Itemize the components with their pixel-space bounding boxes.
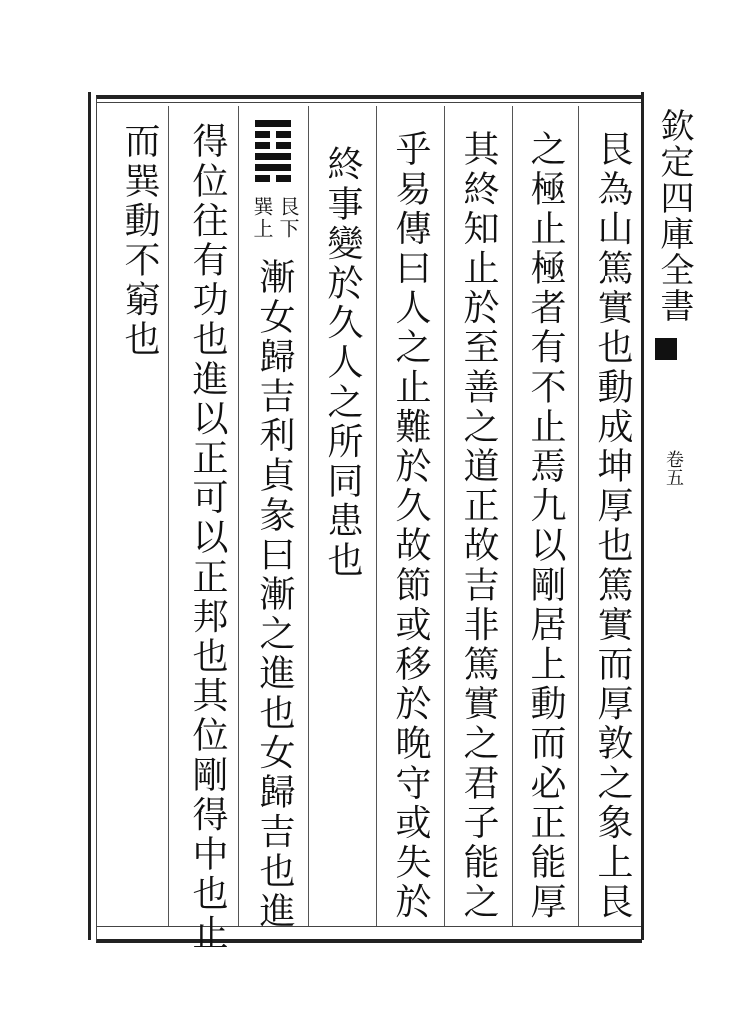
text-column-7: 得位往有功也進以正可以正邦也其位剛得中也止 xyxy=(187,122,228,954)
hexagram-solid-line xyxy=(255,164,291,171)
text-column-8: 而巽動不窮也 xyxy=(119,122,160,360)
hexagram-solid-line xyxy=(255,153,291,160)
column-rule xyxy=(444,106,445,926)
frame-inner-bottom-rule xyxy=(96,926,641,927)
fish-tail-mark-icon xyxy=(655,338,677,360)
column-rule xyxy=(308,106,309,926)
frame-outer-left-border xyxy=(88,92,91,940)
column-rule xyxy=(238,106,239,926)
hexagram-broken-line xyxy=(276,175,291,182)
column-rule xyxy=(168,106,169,926)
text-column-1: 艮為山篤實也動成坤厚也篤實而厚敦之象上艮 xyxy=(592,130,633,922)
hexagram-broken-line xyxy=(276,131,291,138)
column-rule xyxy=(512,106,513,926)
hexagram-solid-line xyxy=(255,120,291,127)
text-column-5: 終事變於久人之所同患也 xyxy=(322,145,363,581)
hexagram-broken-line xyxy=(255,142,270,149)
column-rule xyxy=(578,106,579,926)
margin-book-title: 欽定四庫全書 xyxy=(654,108,694,324)
jian-hexagram-icon xyxy=(255,120,291,184)
text-column-3: 其終知止於至善之道正故吉非篤實之君子能之 xyxy=(458,130,499,922)
hexagram-broken-line xyxy=(255,175,270,182)
column-rule xyxy=(376,106,377,926)
text-column-6: 漸女歸吉利貞彖曰漸之進也女歸吉也進 xyxy=(254,258,295,932)
hexagram-broken-line xyxy=(255,131,270,138)
margin-volume-label: 卷五 xyxy=(663,450,684,486)
trigram-annotation-upper: 艮下 xyxy=(276,196,300,240)
text-column-2: 之極止極者有不止焉九以剛居上動而必正能厚 xyxy=(525,130,566,922)
hexagram-broken-line xyxy=(276,142,291,149)
trigram-annotation-lower: 巽上 xyxy=(250,196,274,240)
frame-inner-top-rule xyxy=(96,102,641,103)
text-column-4: 乎易傳曰人之止難於久故節或移於晚守或失於 xyxy=(390,130,431,922)
